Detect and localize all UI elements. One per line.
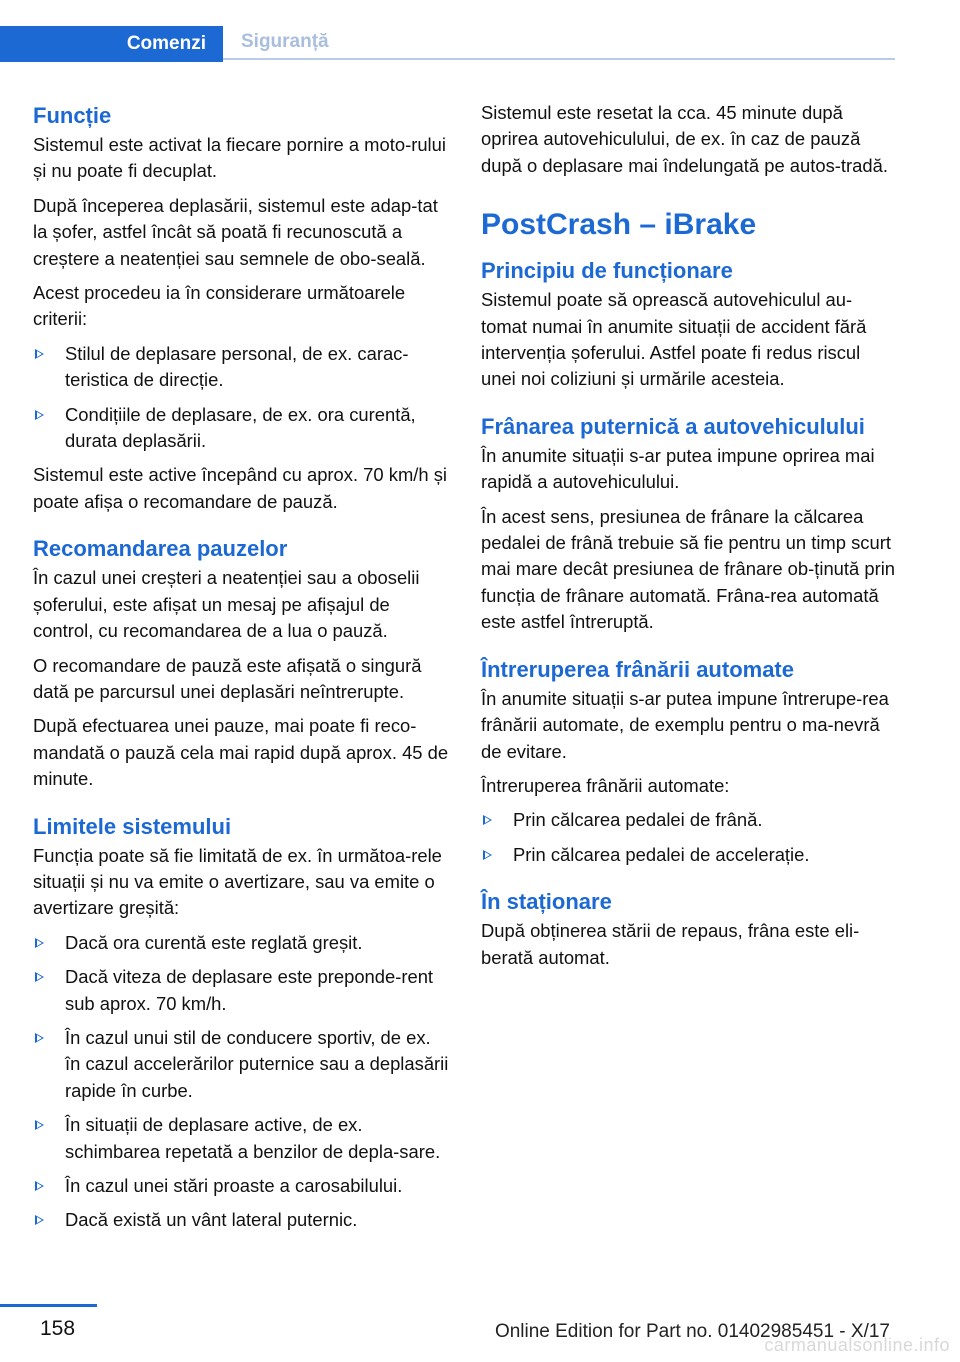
list-item: Prin călcarea pedalei de accelerație. <box>481 842 896 868</box>
paragraph: După începerea deplasării, sistemul este adap-tat la șofer, astfel încât să poată fi recunoscută a creștere a neatenției sau semnele de obo-seală. <box>33 194 438 269</box>
tab-comenzi[interactable]: Comenzi <box>0 26 223 62</box>
paragraph: În anumite situații s-ar putea impune întrerupe-rea frânării automate, de exemplu pentru o ma-nevră de evitare. <box>481 687 889 762</box>
page-number: 158 <box>40 1317 76 1340</box>
list-item: Dacă viteza de deplasare este preponde-rent sub aprox. 70 km/h. <box>33 964 451 1017</box>
chapter-title-postcrash: PostCrash – iBrake <box>481 208 757 242</box>
paragraph: Funcția poate să fie limitată de ex. în următoa-rele situații și nu va emite o avertizare, sau va emite o avertizare greșită: <box>33 844 442 919</box>
interruption-list <box>481 807 896 868</box>
paragraph: Sistemul este resetat la cca. 45 minute după oprirea autovehiculului, de ex. în caz de pauză după o deplasare mai îndelungată pe autos-tradă. <box>481 102 888 176</box>
paragraph: Sistemul este activat la fiecare pornire a moto-rului și nu poate fi decuplat. <box>33 134 446 182</box>
list-item: Condițiile de deplasare, de ex. ora curentă, durata deplasării. <box>33 402 451 455</box>
section-title-intreruperea: Întreruperea frânării automate <box>481 656 794 682</box>
paragraph: Acest procedeu ia în considerare următoarele criterii: <box>33 282 406 330</box>
section-title-functie: Funcție <box>33 103 112 128</box>
list-item: Dacă ora curentă este reglată greșit. <box>33 930 451 956</box>
list-item: În cazul unui stil de conducere sportiv, de ex. în cazul accelerărilor puternice sau a deplasării rapide în curbe. <box>33 1025 451 1104</box>
footer-rule <box>0 1304 97 1307</box>
paragraph: Întreruperea frânării automate: <box>481 774 730 796</box>
section-title-limitele-sistemului: Limitele sistemului <box>33 813 232 839</box>
list-item: Stilul de deplasare personal, de ex. carac-teristica de direcție. <box>33 341 451 394</box>
paragraph: În cazul unei creșteri a neatenției sau a oboselii șoferului, este afișat un mesaj pe afișajul de control, cu recomandarea de a lua o pauză. <box>33 567 420 642</box>
header-tabs <box>0 26 895 62</box>
paragraph: O recomandare de pauză este afișată o singură dată pe parcursul unei deplasări neîntrerupte. <box>33 654 422 702</box>
list-item: Prin călcarea pedalei de frână. <box>481 807 896 833</box>
right-column <box>481 100 896 979</box>
section-title-principiu: Principiu de funcționare <box>481 258 733 284</box>
section-title-recomandarea-pauzelor: Recomandarea pauzelor <box>33 536 288 562</box>
list-item: În cazul unei stări proaste a carosabilului. <box>33 1173 451 1199</box>
paragraph: După efectuarea unei pauze, mai poate fi reco-mandată o pauză cela mai rapid după aprox. 45 de minute. <box>33 715 449 790</box>
paragraph: Sistemul este active începând cu aprox. 70 km/h și poate afișa o recomandare de pauză. <box>33 464 447 512</box>
watermark: carmanualsonline.info <box>764 1335 950 1355</box>
left-column <box>33 100 451 1242</box>
criteria-list <box>33 341 451 455</box>
limitations-list <box>33 930 451 1234</box>
paragraph: În anumite situații s-ar putea impune oprirea mai rapidă a autovehiculului. <box>481 444 875 493</box>
tab-siguranta[interactable]: Siguranță <box>223 26 895 60</box>
paragraph: Sistemul poate să oprească autovehiculul au-tomat numai în anumite situații de accident fără intervenția șoferului. Astfel poate fi redus riscul unei noi coliziuni și urmările acesteia. <box>481 289 867 390</box>
list-item: În situații de deplasare active, de ex. schimbarea repetată a benzilor de depla-sare. <box>33 1112 451 1165</box>
paragraph: În acest sens, presiunea de frânare la călcarea pedalei de frână trebuie să fie pentru un timp scurt mai mare decât presiunea de frânare ob-ținută prin funcția de frânare automată. Frâna-rea automată este astfel întreruptă. <box>481 505 896 633</box>
list-item: Dacă există un vânt lateral puternic. <box>33 1207 451 1233</box>
section-title-in-stationare: În staționare <box>481 889 612 915</box>
paragraph: După obținerea stării de repaus, frâna este eli-berată automat. <box>481 920 860 968</box>
edition-note: Online Edition for Part no. 01402985451 - X/17 <box>494 1321 890 1342</box>
section-title-franarea-puternica: Frânarea puternică a autovehiculului <box>481 413 865 439</box>
